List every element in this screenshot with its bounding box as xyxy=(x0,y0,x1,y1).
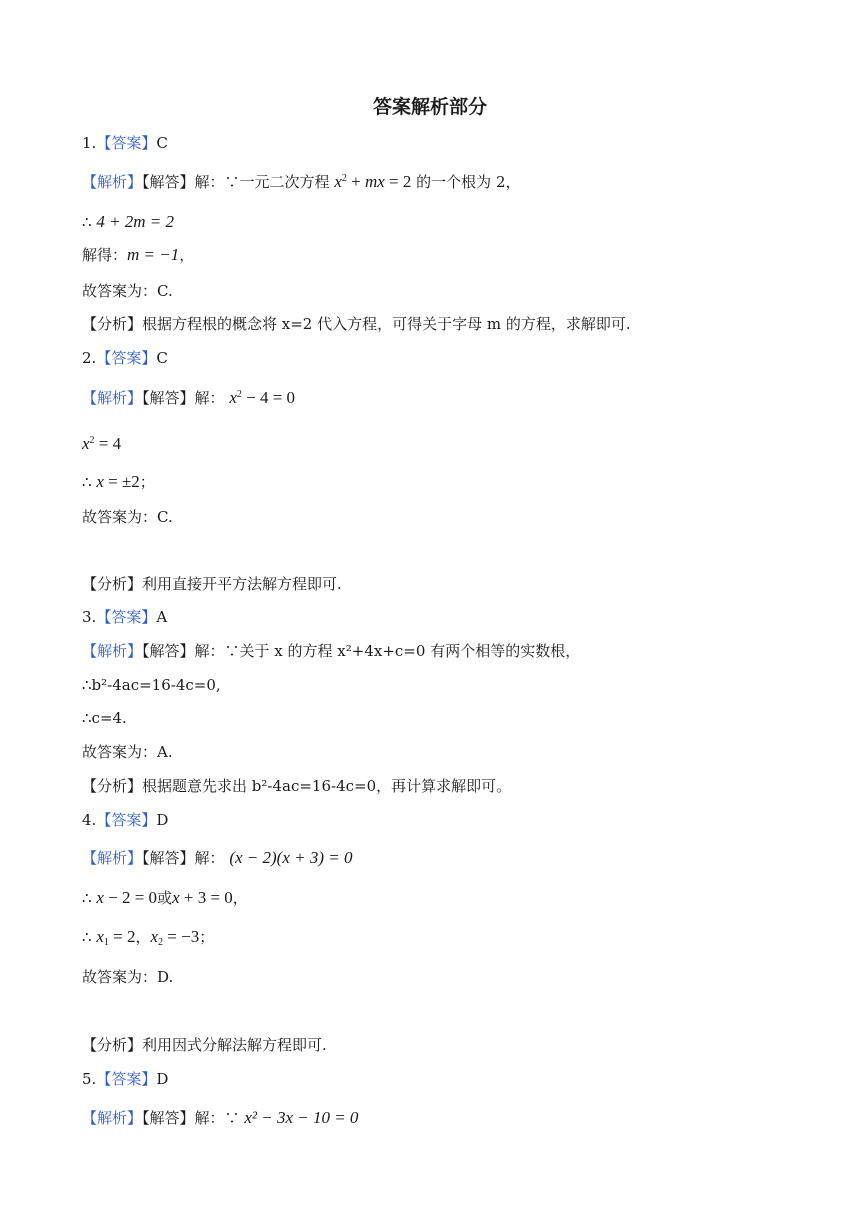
q5-answer-line xyxy=(82,1069,168,1089)
q2-conclusion: 故答案为：C. xyxy=(82,508,173,526)
q4-jiexi-label: 【解析】 xyxy=(82,849,143,867)
q5-equation: x² − 3x − 10 = 0 xyxy=(244,1108,359,1127)
q4-eq2a: x − 2 = 0 xyxy=(96,888,158,907)
q3-answer-line xyxy=(82,607,167,627)
q3-step-1: ∴b²-4ac=16-4c=0, xyxy=(82,676,221,694)
q5-answer-label: 【答案】 xyxy=(96,1070,157,1088)
q4-or: 或 xyxy=(157,889,173,907)
q1-jieda-label: 【解答】 xyxy=(142,173,195,191)
q1-eq2: m = −1 xyxy=(127,245,180,264)
q4-eq3-suffix: ； xyxy=(199,928,215,946)
q5-solution-line xyxy=(82,1108,358,1128)
q1-answer-line xyxy=(82,133,168,153)
q1-step-1: ∴ 4 + 2m = 2 xyxy=(82,212,175,231)
q4-answer-label: 【答案】 xyxy=(96,811,157,829)
q4-comma: ， xyxy=(135,928,151,946)
q2-analysis-text: 利用直接开平方法解方程即可. xyxy=(142,575,342,593)
q2-analysis xyxy=(82,574,342,594)
q4-solve-prefix: 解： xyxy=(194,849,225,867)
q2-equation: $x^2 - 4 = 0$ xyxy=(229,388,296,407)
q1-conclusion: 故答案为：C. xyxy=(82,282,173,300)
q5-number: 5. xyxy=(82,1070,97,1088)
q3-step-2: ∴c=4. xyxy=(82,709,127,727)
q2-eq3: x = ±2 xyxy=(96,472,140,491)
q1-analysis-text: 根据方程根的概念将 x=2 代入方程，可得关于字母 m 的方程，求解即可. xyxy=(142,315,631,333)
q4-answer-value: D xyxy=(156,811,169,829)
q2-jiexi-label: 【解析】 xyxy=(82,389,143,407)
q4-eq2b: x + 3 = 0 xyxy=(172,888,233,907)
q3-solution-line xyxy=(82,641,580,661)
q2-answer-label: 【答案】 xyxy=(96,349,157,367)
q1-eq2-suffix: ， xyxy=(179,246,195,264)
q3-conclusion: 故答案为：A. xyxy=(82,743,173,761)
q2-eq2: $x^2 = 4$ xyxy=(82,434,122,453)
q1-fenxi-label: 【分析】 xyxy=(82,315,143,333)
q3-number: 3. xyxy=(82,608,97,626)
q2-solution-line xyxy=(82,388,295,408)
q1-step-2 xyxy=(82,245,194,265)
q4-jieda-label: 【解答】 xyxy=(142,849,195,867)
q1-eq1: 4 + 2m = 2 xyxy=(96,212,175,231)
q5-answer-value: D xyxy=(156,1070,169,1088)
q4-solution-line xyxy=(82,848,352,868)
q5-solve-prefix: 解：∵ xyxy=(194,1109,240,1127)
q3-analysis xyxy=(82,776,511,796)
q2-fenxi-label: 【分析】 xyxy=(82,575,143,593)
q1-jiexi-label: 【解析】 xyxy=(82,173,143,191)
q4-fenxi-label: 【分析】 xyxy=(82,1036,143,1054)
q3-analysis-text: 根据题意先求出 b²-4ac=16-4c=0，再计算求解即可。 xyxy=(142,777,512,795)
q1-equation: $x^2$ + mx = 2 xyxy=(334,172,412,191)
q1-solve-suffix: 的一个根为 2， xyxy=(416,173,521,191)
q4-answer-line xyxy=(82,810,168,830)
q2-step-2: ∴ x = ±2； xyxy=(82,472,155,491)
q2-answer-line xyxy=(82,348,168,368)
q1-analysis xyxy=(82,314,631,334)
q1-solution-line xyxy=(82,172,520,192)
q4-step-2: ∴ $x_1 = 2$，$x_2 = -3$； xyxy=(82,927,215,948)
q2-solve-prefix: 解： xyxy=(194,389,225,407)
q4-step-1: ∴ x − 2 = 0或x + 3 = 0， xyxy=(82,888,248,907)
q3-solve-text: 解：∵关于 x 的方程 x²+4x+c=0 有两个相等的实数根， xyxy=(194,642,581,660)
q4-root1: $x_1 = 2$ xyxy=(96,927,136,948)
q4-eq2-suffix: ， xyxy=(232,889,248,907)
q1-solve-prefix: 解：∵一元二次方程 xyxy=(194,173,330,191)
q1-answer-label: 【答案】 xyxy=(96,134,157,152)
q1-answer-value: C xyxy=(156,134,168,152)
q4-number: 4. xyxy=(82,811,97,829)
q2-step-1 xyxy=(82,434,121,454)
q4-analysis-text: 利用因式分解法解方程即可. xyxy=(142,1036,327,1054)
q2-jieda-label: 【解答】 xyxy=(142,389,195,407)
q2-number: 2. xyxy=(82,349,97,367)
q4-conclusion: 故答案为：D. xyxy=(82,968,174,986)
q4-equation: (x − 2)(x + 3) = 0 xyxy=(229,848,353,867)
q2-answer-value: C xyxy=(156,349,168,367)
q1-eq2-prefix: 解得： xyxy=(82,246,128,264)
q2-eq3-suffix: ； xyxy=(139,473,155,491)
q3-jiexi-label: 【解析】 xyxy=(82,642,143,660)
q3-fenxi-label: 【分析】 xyxy=(82,777,143,795)
q5-jieda-label: 【解答】 xyxy=(142,1109,195,1127)
q3-jieda-label: 【解答】 xyxy=(142,642,195,660)
q1-number: 1. xyxy=(82,134,97,152)
q4-analysis xyxy=(82,1035,327,1055)
page-title: 答案解析部分 xyxy=(372,96,487,118)
q4-root2: $x_2 = -3$ xyxy=(150,927,200,948)
q3-answer-value: A xyxy=(156,608,168,626)
q3-answer-label: 【答案】 xyxy=(96,608,157,626)
q5-jiexi-label: 【解析】 xyxy=(82,1109,143,1127)
